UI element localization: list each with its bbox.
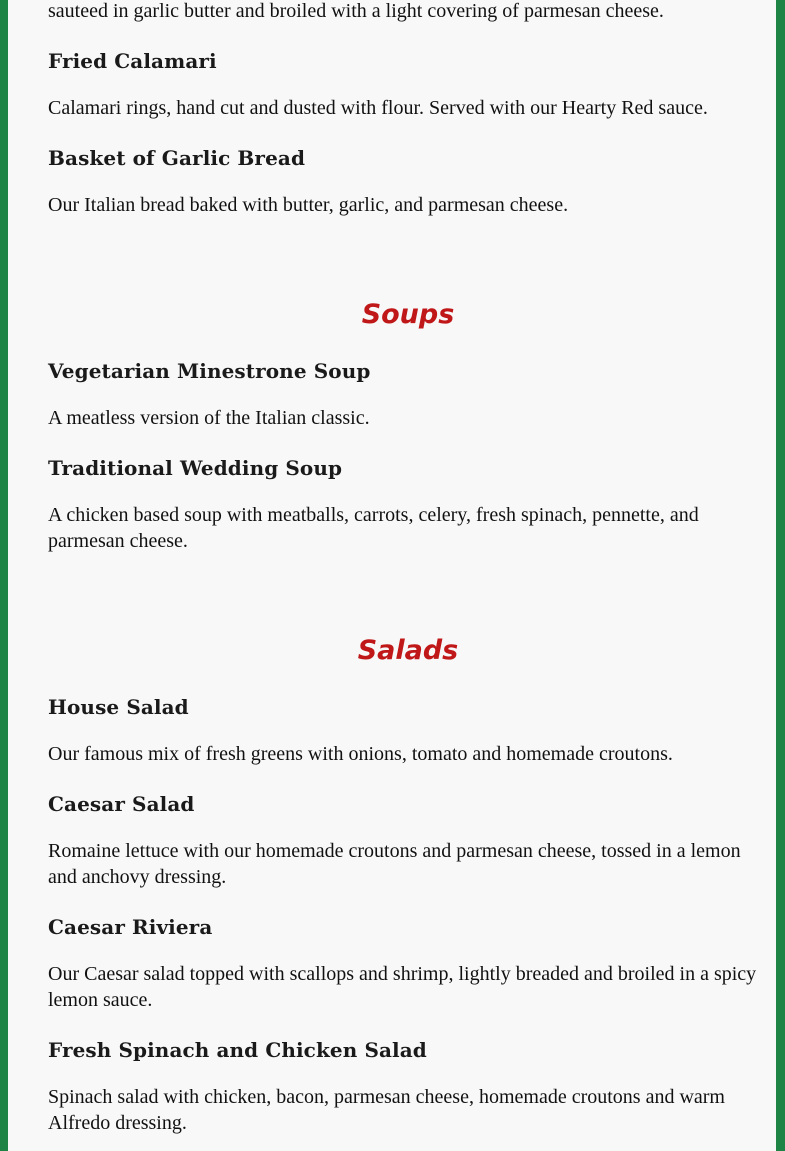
menu-item-title: Fried Calamari xyxy=(48,49,217,73)
menu-item-title: Vegetarian Minestrone Soup xyxy=(48,359,371,383)
menu-item-title: Fresh Spinach and Chicken Salad xyxy=(48,1038,427,1062)
menu-item-description: sauteed in garlic butter and broiled with a light covering of parmesan cheese. xyxy=(48,0,664,22)
menu-item-description: Calamari rings, hand cut and dusted with flour. Served with our Hearty Red sauce. xyxy=(48,97,708,119)
menu-item-title: Basket of Garlic Bread xyxy=(48,146,306,170)
menu-page xyxy=(8,0,776,1151)
section-title-salads: Salads xyxy=(357,635,459,666)
menu-item-title: Caesar Riviera xyxy=(48,915,213,939)
menu-item-description: A chicken based soup with meatballs, carrots, celery, fresh spinach, pennette, and parmesan cheese. xyxy=(48,504,699,552)
section-title-soups: Soups xyxy=(361,299,455,330)
menu-item-description: A meatless version of the Italian classic. xyxy=(48,407,370,429)
menu-item-description: Our famous mix of fresh greens with onions, tomato and homemade croutons. xyxy=(48,743,673,765)
menu-item-description: Romaine lettuce with our homemade croutons and parmesan cheese, tossed in a lemon and anchovy dressing. xyxy=(48,840,741,888)
menu-item-title: Caesar Salad xyxy=(48,792,195,816)
menu-item-description: Spinach salad with chicken, bacon, parmesan cheese, homemade croutons and warm Alfredo dressing. xyxy=(48,1086,725,1134)
menu-item-title: Traditional Wedding Soup xyxy=(48,456,343,480)
menu-item-description: Our Italian bread baked with butter, garlic, and parmesan cheese. xyxy=(48,194,569,216)
menu-item-description: Our Caesar salad topped with scallops and shrimp, lightly breaded and broiled in a spicy lemon sauce. xyxy=(48,963,757,1011)
menu-item-title: House Salad xyxy=(48,695,189,719)
